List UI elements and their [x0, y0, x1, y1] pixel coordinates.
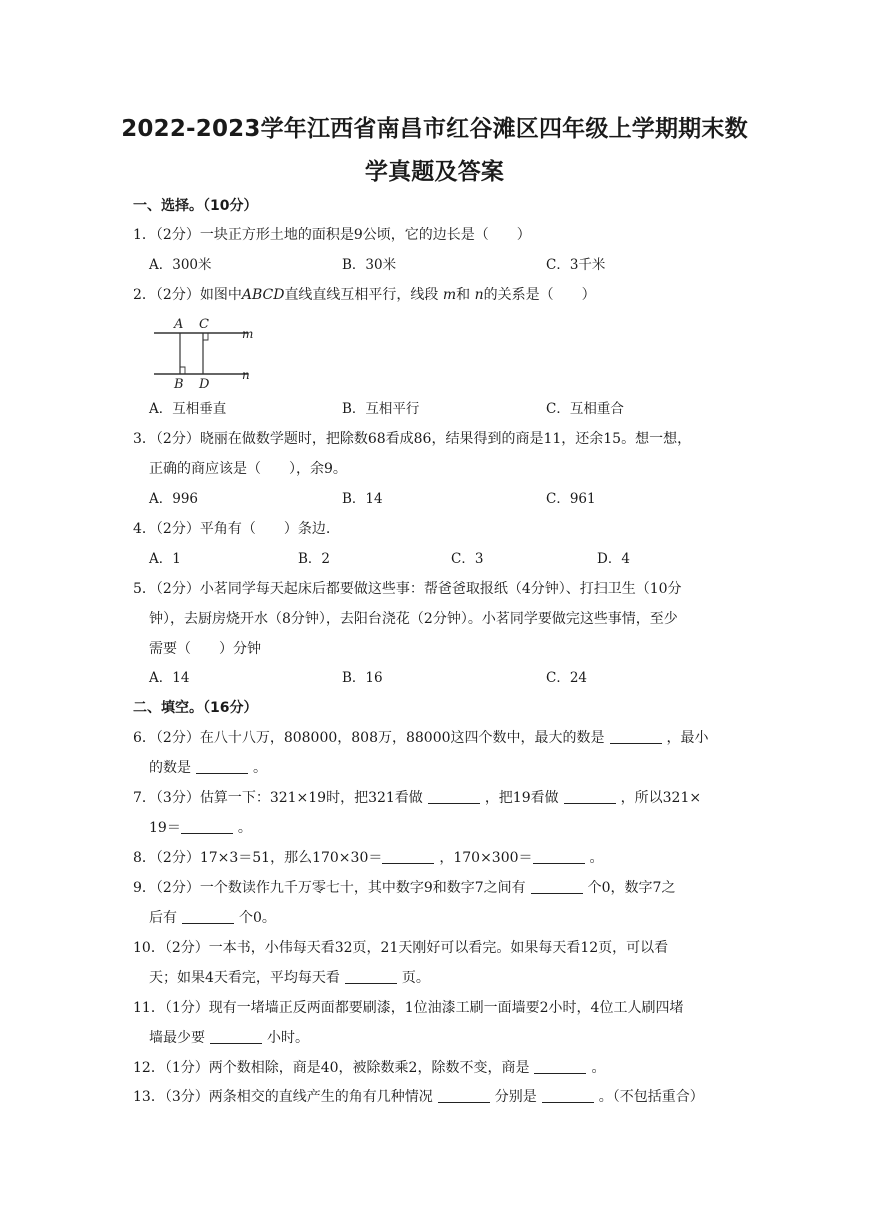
question-2-text-part-4: 的关系是（ ）	[483, 287, 596, 303]
question-3-text-line-1: 3．（2分）晓丽在做数学题时，把除数68看成86，结果得到的商是11，还余15。想一想，	[133, 431, 692, 447]
question-11-line-1: 11．（1分）现有一堵墙正反两面都要刷漆，1位油漆工刷一面墙要2小时，4位工人刷四堵	[133, 1000, 684, 1016]
question-11-line-2	[149, 1028, 309, 1048]
label-c: C	[199, 317, 209, 332]
label-d: D	[199, 377, 210, 392]
question-12-line-1	[133, 1058, 605, 1078]
answer-blank[interactable]	[438, 1088, 490, 1103]
question-1-option-b: B．30米	[342, 257, 397, 273]
question-7-line-1	[133, 788, 701, 808]
question-10-text-c: 页。	[401, 970, 430, 986]
question-8-text-b: ，170×300＝	[439, 850, 533, 866]
question-3-option-c: C．961	[546, 491, 596, 507]
parallel-lines-figure	[152, 316, 260, 394]
question-4-option-c: C．3	[451, 551, 484, 567]
question-2-text-part-2: 直线直线互相平行，线段	[284, 287, 439, 303]
label-a: A	[174, 317, 184, 332]
question-3-option-a: A．996	[149, 491, 199, 507]
question-7-text-b: ，把19看做	[484, 790, 559, 806]
question-6-text-b: ，最小	[666, 730, 709, 746]
question-2-text-part-3: 和	[456, 287, 471, 303]
question-1-text: 1．（2分）一块正方形土地的面积是9公顷，它的边长是（ ）	[133, 227, 531, 243]
label-b: B	[174, 377, 184, 392]
question-9-text-c: 后有	[149, 910, 177, 926]
question-2-option-b: B．互相平行	[342, 401, 420, 417]
question-9-text-a: 9．（2分）一个数读作九千万零七十，其中数字9和数字7之间有	[133, 880, 526, 896]
question-7-text-d: 19＝	[149, 820, 181, 836]
question-9-line-1	[133, 878, 675, 898]
question-6-line-1	[133, 728, 709, 748]
answer-blank[interactable]	[181, 819, 233, 834]
question-2-var-m: m	[442, 287, 457, 303]
question-8-line-1	[133, 848, 604, 868]
question-5-option-b: B．16	[342, 670, 383, 686]
question-2-text-part-1: 2．（2分）如图中	[133, 287, 242, 303]
question-12-text-b: 。	[591, 1060, 606, 1076]
question-13-line-1	[133, 1087, 704, 1107]
answer-blank[interactable]	[534, 1059, 586, 1074]
question-5-text-line-1: 5．（2分）小茗同学每天起床后都要做这些事：帮爸爸取报纸（4分钟）、打扫卫生（10分	[133, 581, 682, 597]
question-11-text-b: 墙最少要	[149, 1030, 205, 1046]
section-1-heading: 一、选择。（10分）	[133, 198, 258, 214]
question-11-text-c: 小时。	[267, 1030, 309, 1046]
question-2-var-n: n	[474, 287, 484, 303]
question-5-option-c: C．24	[546, 670, 588, 686]
answer-blank[interactable]	[210, 1029, 262, 1044]
question-10-line-1: 10．（2分）一本书，小伟每天看32页，21天刚好可以看完。如果每天看12页，可以看	[133, 940, 669, 956]
question-4-option-d: D．4	[597, 551, 630, 567]
answer-blank[interactable]	[382, 849, 434, 864]
section-2-heading: 二、填空。（16分）	[133, 700, 258, 716]
question-2-text	[133, 285, 596, 305]
label-m: m	[242, 327, 254, 341]
question-8-text-a: 8．（2分）17×3＝51，那么170×30＝	[133, 850, 383, 866]
question-1-option-a: A．300米	[149, 257, 212, 273]
question-4-option-b: B．2	[298, 551, 331, 567]
question-9-text-d: 个0。	[239, 910, 276, 926]
answer-blank[interactable]	[564, 789, 616, 804]
question-3-text-line-2: 正确的商应该是（ ），余9。	[149, 461, 347, 477]
question-2-option-a: A．互相垂直	[149, 401, 227, 417]
answer-blank[interactable]	[196, 759, 248, 774]
question-4-text: 4．（2分）平角有（ ）条边.	[133, 521, 331, 537]
question-6-text-a: 6．（2分）在八十八万，808000，808万，88000这四个数中，最大的数是	[133, 730, 605, 746]
question-8-text-c: 。	[589, 850, 604, 866]
document-title-line-2: 学真题及答案	[364, 159, 505, 185]
answer-blank[interactable]	[542, 1088, 594, 1103]
question-1-option-c: C．3千米	[546, 257, 606, 273]
question-2-option-c: C．互相重合	[546, 401, 624, 417]
answer-blank[interactable]	[531, 879, 583, 894]
answer-blank[interactable]	[182, 909, 234, 924]
question-13-text-b: 分别是	[494, 1089, 537, 1105]
label-n: n	[242, 368, 250, 382]
question-9-text-b: 个0，数字7之	[587, 880, 676, 896]
question-5-text-line-3: 需要（ ）分钟	[149, 641, 261, 657]
question-5-text-line-2: 钟），去厨房烧开水（8分钟），去阳台浇花（2分钟）。小茗同学要做完这些事情，至少	[149, 611, 678, 627]
question-9-line-2	[149, 908, 276, 928]
document-title-line-1: 2022-2023学年江西省南昌市红谷滩区四年级上学期期末数	[121, 116, 748, 142]
question-13-text-c: 。（不包括重合）	[598, 1089, 704, 1105]
answer-blank[interactable]	[428, 789, 480, 804]
question-13-text-a: 13．（3分）两条相交的直线产生的角有几种情况	[133, 1089, 433, 1105]
question-2-var-abcd: ABCD	[241, 287, 285, 303]
question-4-option-a: A．1	[149, 551, 181, 567]
answer-blank[interactable]	[533, 849, 585, 864]
question-7-line-2	[149, 818, 252, 838]
question-12-text-a: 12．（1分）两个数相除，商是40，被除数乘2，除数不变，商是	[133, 1060, 530, 1076]
question-10-text-b: 天；如果4天看完，平均每天看	[149, 970, 340, 986]
question-10-line-2	[149, 968, 430, 988]
right-angle-mark-c	[203, 333, 208, 340]
question-6-line-2	[149, 758, 267, 778]
question-5-option-a: A．14	[149, 670, 190, 686]
question-7-text-a: 7．（3分）估算一下：321×19时，把321看做	[133, 790, 423, 806]
answer-blank[interactable]	[610, 729, 662, 744]
right-angle-mark-b	[180, 367, 185, 374]
question-6-text-c: 的数是	[149, 760, 191, 776]
question-7-text-e: 。	[237, 820, 252, 836]
question-7-text-c: ，所以321×	[620, 790, 702, 806]
question-6-text-d: 。	[253, 760, 267, 776]
answer-blank[interactable]	[345, 969, 397, 984]
question-3-option-b: B．14	[342, 491, 383, 507]
